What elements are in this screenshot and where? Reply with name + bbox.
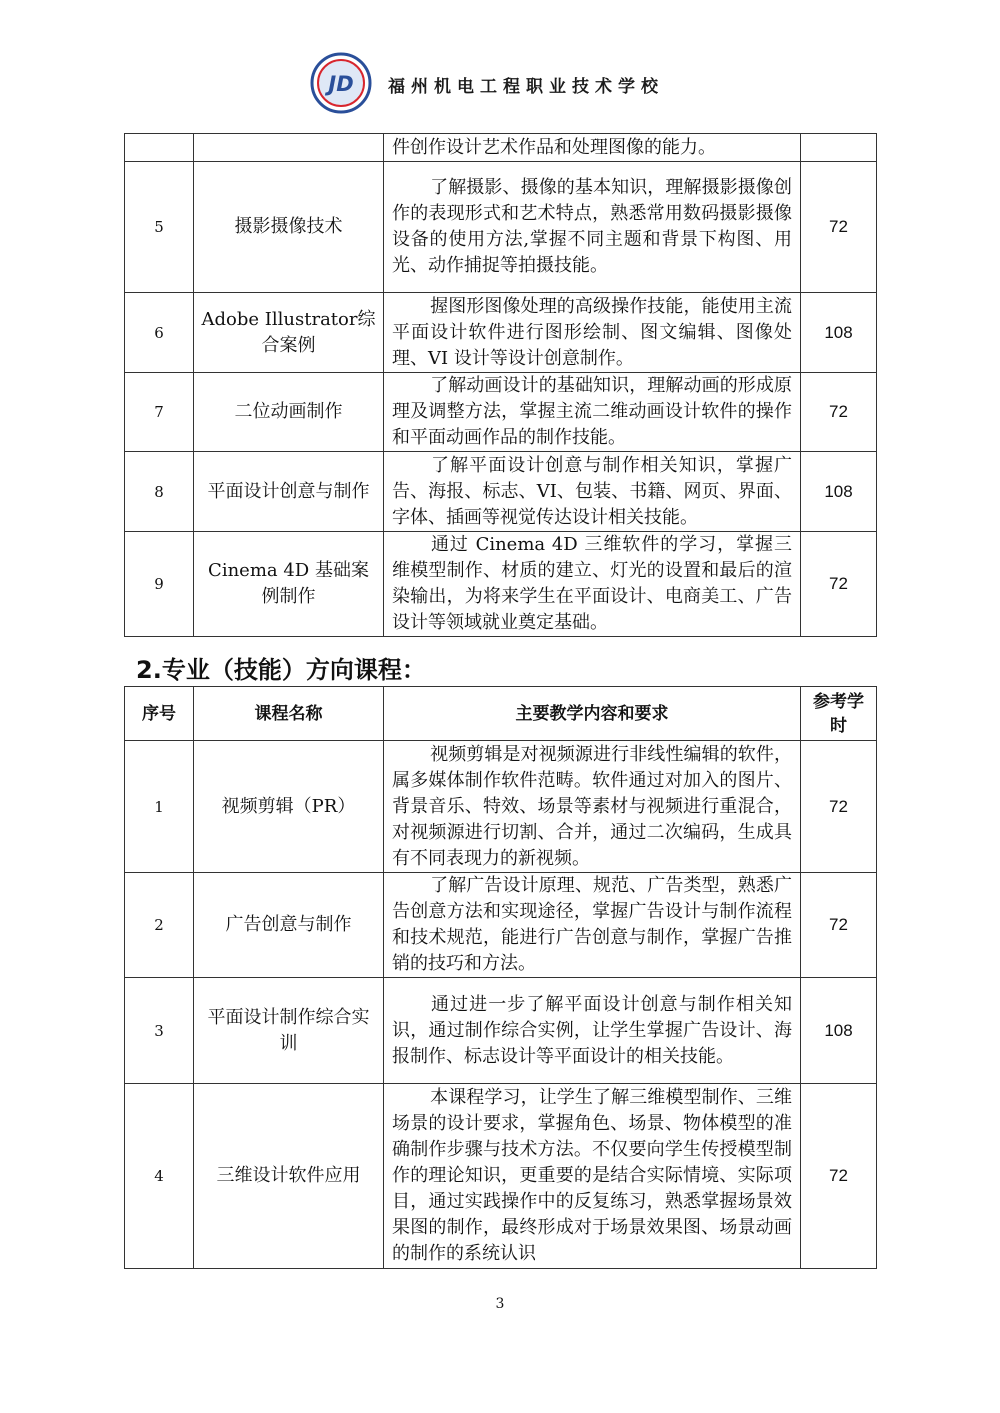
course-hours: 72	[801, 741, 877, 873]
course-hours: 72	[801, 532, 877, 637]
course-number: 3	[125, 978, 194, 1084]
table-row	[125, 293, 877, 373]
section-title: 2.专业（技能）方向课程：	[136, 656, 426, 684]
course-content: 握图形图像处理的高级操作技能，能使用主流平面设计软件进行图形绘制、图文编辑、图像处理、VI 设计等设计创意制作。	[392, 295, 792, 369]
course-number: 5	[125, 162, 194, 293]
course-hours: 72	[801, 1084, 877, 1269]
course-number: 7	[125, 373, 194, 452]
course-hours	[801, 134, 877, 162]
course-number: 6	[125, 293, 194, 373]
course-name: 摄影摄像技术	[194, 162, 384, 293]
course-number: 1	[125, 741, 194, 873]
course-hours: 72	[801, 373, 877, 452]
school-name: 福州机电工程职业技术学校	[388, 77, 664, 97]
course-number: 8	[125, 452, 194, 532]
page-number: 3	[495, 1296, 505, 1312]
course-hours: 72	[801, 162, 877, 293]
table-row	[125, 741, 877, 873]
header-number: 序号	[125, 687, 194, 741]
table-header-row	[125, 687, 877, 741]
course-content: 视频剪辑是对视频源进行非线性编辑的软件，属多媒体制作软件范畴。软件通过对加入的图片、背景音乐、特效、场景等素材与视频进行重混合，对视频源进行切割、合并，通过二次编码，生成具有不同表现力的新视频。	[392, 743, 792, 869]
page-header	[0, 52, 1000, 116]
course-table-2	[124, 686, 877, 1269]
table-row	[125, 532, 877, 637]
table-row	[125, 162, 877, 293]
course-name: 三维设计软件应用	[194, 1084, 384, 1269]
course-number: 9	[125, 532, 194, 637]
course-name: 视频剪辑（PR）	[194, 741, 384, 873]
school-logo	[310, 52, 372, 114]
course-content: 了解广告设计原理、规范、广告类型，熟悉广告创意方法和实现途径，掌握广告设计与制作流程和技术规范，能进行广告创意与制作，掌握广告推销的技巧和方法。	[392, 875, 792, 974]
table-row	[125, 978, 877, 1084]
course-name	[194, 134, 384, 162]
course-name: 平面设计创意与制作	[194, 452, 384, 532]
course-name: 广告创意与制作	[194, 873, 384, 978]
course-content: 通过进一步了解平面设计创意与制作相关知识，通过制作综合实例，让学生掌握广告设计、海报制作、标志设计等平面设计的相关技能。	[392, 993, 792, 1067]
course-hours: 108	[801, 978, 877, 1084]
header-hours: 参考学时	[801, 687, 877, 741]
course-number: 2	[125, 873, 194, 978]
course-number	[125, 134, 194, 162]
course-number: 4	[125, 1084, 194, 1269]
course-name: Adobe Illustrator综合案例	[194, 293, 384, 373]
course-content: 通过 Cinema 4D 三维软件的学习，掌握三维模型制作、材质的建立、灯光的设置和最后的渲染输出，为将来学生在平面设计、电商美工、广告设计等领域就业奠定基础。	[392, 534, 792, 633]
table-row	[125, 452, 877, 532]
header-course-name: 课程名称	[194, 687, 384, 741]
course-hours: 108	[801, 452, 877, 532]
course-name: 二位动画制作	[194, 373, 384, 452]
course-hours: 72	[801, 873, 877, 978]
header-content: 主要教学内容和要求	[384, 687, 801, 741]
course-content: 了解动画设计的基础知识，理解动画的形成原理及调整方法，掌握主流二维动画设计软件的操作和平面动画作品的制作技能。	[392, 375, 792, 448]
course-content: 件创作设计艺术作品和处理图像的能力。	[384, 134, 801, 162]
course-content: 本课程学习，让学生了解三维模型制作、三维场景的设计要求，掌握角色、场景、物体模型的准确制作步骤与技术方法。不仅要向学生传授模型制作的理论知识，更重要的是结合实际情境、实际项目，通过实践操作中的反复练习，熟悉掌握场景效果图的制作，最终形成对于场景效果图、场景动画的制作的系统认识	[392, 1087, 792, 1264]
logo-letters: JD	[328, 72, 354, 96]
course-content: 了解平面设计创意与制作相关知识，掌握广告、海报、标志、VI、包装、书籍、网页、界面、字体、插画等视觉传达设计相关技能。	[392, 454, 792, 528]
table-row	[125, 1084, 877, 1269]
course-name: 平面设计制作综合实训	[194, 978, 384, 1084]
course-content: 了解摄影、摄像的基本知识，理解摄影摄像创作的表现形式和艺术特点，熟悉常用数码摄影摄像设备的使用方法,掌握不同主题和背景下构图、用光、动作捕捉等拍摄技能。	[392, 177, 792, 276]
table-row	[125, 134, 877, 162]
table-row	[125, 373, 877, 452]
course-name: Cinema 4D 基础案例制作	[194, 532, 384, 637]
course-table-1	[124, 133, 877, 637]
course-hours: 108	[801, 293, 877, 373]
table-row	[125, 873, 877, 978]
